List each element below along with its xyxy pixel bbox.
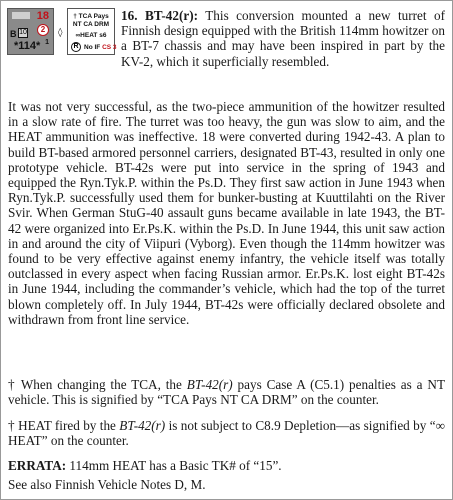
counter-back-cs: CS 3 bbox=[102, 44, 117, 51]
errata-paragraph bbox=[8, 458, 445, 473]
counter-back-r-badge: R bbox=[71, 42, 81, 52]
note2-vehicle: BT-42(r) bbox=[119, 418, 166, 433]
counter-firepower: *114* bbox=[14, 40, 41, 52]
note1-pre: † When changing the TCA, the bbox=[8, 377, 187, 392]
counter-back-nof: No IF bbox=[84, 44, 101, 51]
note-heat-paragraph bbox=[8, 418, 445, 448]
counter-back-symbol: ◊ bbox=[58, 28, 63, 38]
counter-back-line2: NT CA DRM bbox=[72, 21, 110, 28]
entry-body-paragraph: It was not very successful, as the two-piece ammunition of the howitzer resulted in a slow rate of fire. The turret was too heavy, the gun was slow to aim, and the HEAT ammunition was ineffective. 18 were converted during 1942-43. A plan to build BT-based armored personnel carriers, designated BT-43, resulted in only one prototype vehicle. BT-42s were put into service in the spring of 1943 and equipped the Ryn.Tyk.P. within the Ps.D. They first saw action in June 1943 when Ryn.Tyk.P. successfully used them for bunker-busting at Kuuttilahti on the River Svir. When German StuG-40 assault guns became available in late 1943, the BT-42 were organized into Er.Ps.K. within the Ps.D. In June 1944, this unit saw action in and around the city of Viipuri (Vyborg). Even though the 114mm howitzer was found to be very effective against enemy infantry, the vehicle itself was totally outclassed in every aspect when facing Russian armor. Er.Ps.K. lost eight BT-42s in June 1944, including the commander’s vehicle, which had the top of the turret blown completely off. In July 1944, BT-42s were officially declared obsolete and withdrawn from front line service. bbox=[8, 99, 445, 327]
counter-red-value: 18 bbox=[36, 10, 49, 22]
see-also-paragraph: See also Finnish Vehicle Notes D, M. bbox=[8, 477, 206, 492]
entry-number: 16. bbox=[121, 8, 138, 23]
note2-pre: † HEAT fired by the bbox=[8, 418, 120, 433]
note1-vehicle: BT-42(r) bbox=[186, 377, 233, 392]
note2-post: is not subject to C8.9 Depletion—as signified by “∞ HEAT” on the counter. bbox=[8, 418, 445, 449]
counter-b-label: B bbox=[10, 29, 17, 39]
counter-mid-value: 1 bbox=[45, 39, 49, 46]
counter-back-heat: ∞HEAT s6 bbox=[75, 32, 107, 39]
note1-post: pays Case A (C5.1) penalties as a NT vehicle. This is signified by “TCA Pays NT CA DRM” on the counter. bbox=[8, 377, 445, 408]
counter-silhouette bbox=[12, 12, 30, 19]
counter-back-line1: † TCA Pays bbox=[73, 13, 109, 20]
counter-b-number: 10 bbox=[19, 29, 27, 36]
counter-circle-value: 2 bbox=[37, 24, 49, 36]
entry-intro: This conversion mounted a new turret of Finnish design equipped with the British 114mm howitzer on a BT-7 chassis and may have been inspired in part by the KV-2, which it superficially resembled. bbox=[121, 8, 446, 69]
entry-name: BT-42(r): bbox=[144, 8, 198, 23]
counter-front-image bbox=[7, 8, 54, 55]
errata-text: 114mm HEAT has a Basic TK# of “15”. bbox=[66, 458, 282, 473]
note-tca-paragraph bbox=[8, 377, 445, 407]
counter-back-image bbox=[67, 8, 115, 55]
errata-label: ERRATA: bbox=[8, 458, 67, 473]
counter-back-bottom bbox=[84, 44, 117, 51]
entry-intro-paragraph bbox=[121, 8, 445, 69]
